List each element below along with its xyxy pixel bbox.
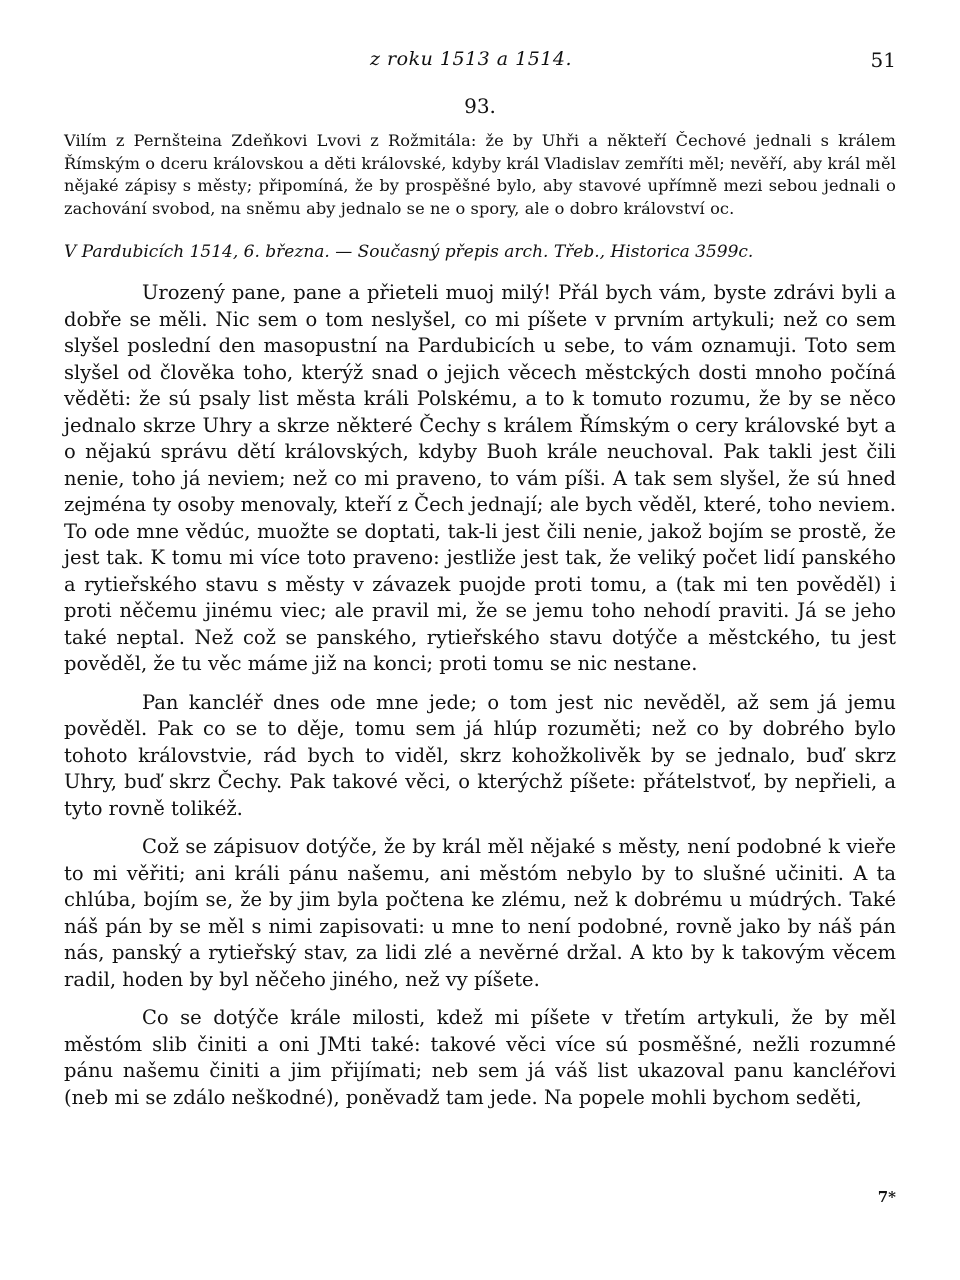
running-head: [0, 48, 960, 78]
body-paragraph: Což se zápisuov dotýče, že by král měl nějaké s městy, není podobné k vieře to mi věřiti; ani králi pánu našemu, ani městóm nebylo by to slušné učiniti. A ta chlúba, bojím se, že by jim byla počtena ke zlému, než k dobrému u múdrých. Také náš pán by se měl s nimi zapisovati: u mne to není podobné, rovně jako by náš pán nás, panský a rytieřský stav, za lidi zlé a nevěrné držal. A kto by k takovým věcem radil, hoden by byl něčeho jiného, než vy píšete.: [64, 835, 896, 991]
body-paragraph: Urozený pane, pane a přieteli muoj milý! Přál bych vám, byste zdrávi byli a dobře se měli. Nic sem o tom neslyšel, co mi píšete v prvním artykuli; než co sem slyšel poslední den masopustní na Pardubicích u sebe, to vám oznamuji. Toto sem slyšel od člověka toho, kterýž snad o jejich věcech městckých dosti mnoho počíná věděti: že sú psaly list města králi Polskému, a to k tomuto rozumu, že by se něco jednalo skrze Uhry a skrze některé Čechy s králem Římským o cery královské byt a o nějakú správu dětí královských, kdyby Buoh krále neuchoval. Pak takli jest čili nenie, toho já neviem; než co mi praveno, to vám píši. A tak sem slyšel, že sú hned zejména ty osoby menovaly, kteří z Čech jednají; ale bych věděl, které, toho neviem. To ode mne vědúc, muožte se doptati, tak-li jest čili nenie, jakož bojím se prostě, že jest tak. K tomu mi více toto praveno: jestliže jest tak, že veliký počet lidí panského a rytieřského stavu s městy v závazek puojde proti tomu, a (tak mi ten pověděl) i proti něčemu jinému viec; ale pravil mi, že se jemu toho nehodí praviti. Já se jeho také neptal. Než což se panského, rytieřského stavu dotýče a městckého, tu jest pověděl, že tu věc máme již na konci; proti tomu se nic nestane.: [64, 281, 896, 675]
document-number: 93.: [464, 94, 496, 118]
letter-body: [64, 280, 896, 1111]
source-citation: V Pardubicích 1514, 6. března. — Současný přepis arch. Třeb., Historica 3599c.: [64, 242, 754, 262]
body-paragraph: Co se dotýče krále milosti, kdež mi píšete v třetím artykuli, že by měl městóm slib činiti a oni JMti také: takové věci více sú posměšné, nežli rozumné pánu našemu činiti a jim přijímati; neb sem já váš list ukazoval panu kancléřovi (neb mi se zdálo neškodné), poněvadž tam jede. Na popele mohli bychom seděti,: [64, 1006, 896, 1109]
body-paragraph: Pan kancléř dnes ode mne jede; o tom jest nic nevěděl, až sem já jemu pověděl. Pak co se to děje, tomu sem já hlúp rozuměti; než co by dobrého bylo tohoto královstvie, rád bych to viděl, skrz kohožkolivěk by se jednalo, buď skrz Uhry, buď skrz Čechy. Pak takové věci, o kterýchž píšete: přátelstvoť, by nepřieli, a tyto rovně tolikéž.: [64, 690, 896, 820]
document-regest: Vilím z Pernšteina Zdeňkovi Lvovi z Rožmitála: že by Uhři a někteří Čechové jednali s králem Římským o dceru královskou a děti královské, kdyby král Vladislav zemříti měl; nevěří, aby král měl nějaké zápisy s městy; připomíná, že by prospěšné bylo, aby stavové upřímně mezi sebou jednali o zachování svobod, na sněmu aby jednalo se ne o spory, ale o dobro království oc.: [64, 131, 896, 218]
page-number: 51: [870, 48, 896, 72]
signature-mark: 7*: [877, 1188, 896, 1206]
running-title: z roku 1513 a 1514.: [370, 48, 573, 70]
